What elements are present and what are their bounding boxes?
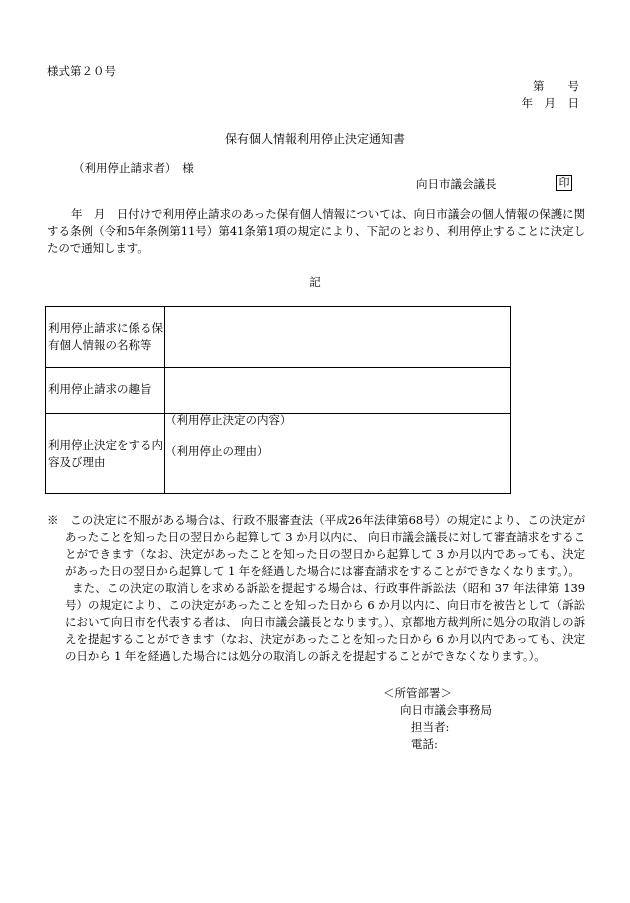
info-table xyxy=(45,306,511,494)
contact-block xyxy=(383,685,492,753)
contact-phone-label: 電話: xyxy=(411,737,438,751)
ki-marker: 記 xyxy=(309,275,321,289)
sender-name: 向日市議会議長 xyxy=(416,177,497,191)
seal-stamp-box: 印 xyxy=(556,175,572,191)
table-row-content-cell xyxy=(165,307,510,367)
notes-section xyxy=(47,512,585,665)
body-paragraph: 年 月 日付けで利用停止請求のあった保有個人情報については、向日市議会の個人情報の保護に関する条例（令和5年条例第11号）第41条第1項の規定により、下記のとおり、利用停止することに決定したので通知します。 xyxy=(47,207,585,255)
table-row-header-cell xyxy=(46,413,165,493)
table-row-content-cell xyxy=(165,367,510,413)
contact-heading: ＜所管部署＞ xyxy=(383,686,452,700)
table-row-header: 利用停止請求に係る保有個人情報の名称等 xyxy=(48,321,163,352)
table-row-header-cell xyxy=(46,367,165,413)
recipient-line: （利用停止請求者） 様 xyxy=(73,161,194,175)
contact-person-label: 担当者: xyxy=(411,720,450,734)
table-row xyxy=(46,413,510,493)
table-row-header-cell xyxy=(46,307,165,367)
note-appeal: ※ この決定に不服がある場合は、行政不服審査法（平成26年法律第68号）の規定により、この決定があったことを知った日の翌日から起算して 3 か月以内に、 向日市議会議長に対して審査請求をすることができます（なお、決定があったことを知った日の翌日から起算して 3 か月以内であっても、決定があった日の翌日から起算して 1 年を経過した場合には審査請求をすることができなくなります。）。 xyxy=(47,513,585,578)
table-row-content-cell xyxy=(165,413,510,493)
note-lawsuit: また、この決定の取消しを求める訴訟を提起する場合は、行政事件訴訟法（昭和 37 年法律第 139 号）の規定により、この決定があったことを知った日から 6 か月以内に、向日市を被告として（訴訟において向日市を代表する者は、 向日市議会議長となります。）、京都地方裁判所に処分の取消しの訴えを提起することができます（なお、決定があったことを知った日から 6 か月以内であっても、決定の日から 1 年を経過した場合には処分の取消しの訴えを提起することができなくなります。）。 xyxy=(65,581,585,663)
table-row xyxy=(46,367,510,414)
contact-department: 向日市議会事務局 xyxy=(400,703,492,717)
table-row-header: 利用停止請求の趣旨 xyxy=(48,382,152,396)
form-number: 様式第２０号 xyxy=(47,64,116,78)
document-date: 年 月 日 xyxy=(521,96,579,110)
table-row xyxy=(46,307,510,368)
decision-content-label: （利用停止決定の内容） xyxy=(165,413,292,427)
document-title: 保有個人情報利用停止決定通知書 xyxy=(224,132,405,146)
table-row-header: 利用停止決定をする内容及び理由 xyxy=(48,438,163,469)
document-number: 第 号 xyxy=(533,79,579,93)
stop-reason-label: （利用停止の理由） xyxy=(165,444,269,458)
